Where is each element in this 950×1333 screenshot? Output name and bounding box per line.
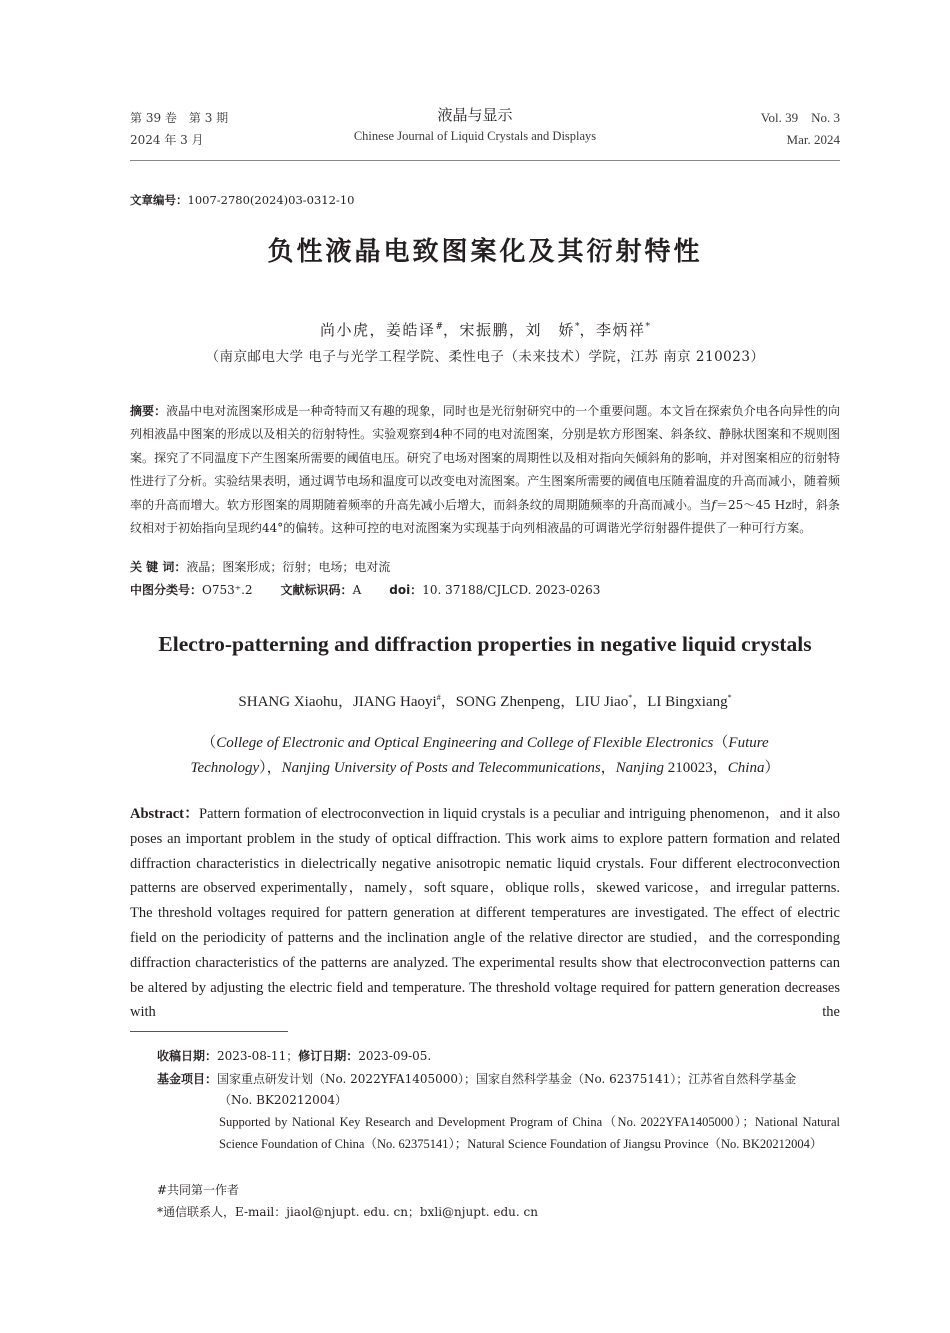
funding-cn-line2: （No. BK20212004） [219, 1093, 348, 1107]
authors-en [130, 686, 840, 714]
corresponding-marker-en: * [727, 693, 732, 702]
classification-line [130, 580, 840, 600]
header-rule [130, 160, 840, 161]
affiliation-en [150, 731, 820, 781]
author-names-1: 尚小虎，姜皓译 [319, 321, 436, 339]
author-names-2: ，宋振鹏，刘 娇 [443, 321, 576, 339]
header-left [130, 107, 228, 151]
clc-value: O753⁺.2 [202, 583, 253, 597]
article-number [130, 192, 354, 208]
co-first-marker: # [435, 322, 444, 332]
affiliation-en-line2: Technology），Nanjing University of Posts and Telecommunications，Nanjing 210023，China） [190, 760, 780, 776]
abstract-en-text: Pattern formation of electroconvection in liquid crystals is a peculiar and intriguing phenomenon，and it also poses an important problem in the study of optical diffraction. This work aims to explore pattern formation and related diffraction characteristics in dielectrically negative anisotropic nematic liquid crystals. Four different electroconvection patterns are observed experimentally，namely，soft square，oblique rolls，skewed varicose，and irregular patterns. The threshold voltages required for pattern generation at different temperatures are investigated. The effect of electric field on the periodicity of patterns and the inclination angle of the relative director are studied，and the corresponding diffraction characteristics of the patterns are analyzed. The experimental results show that electroconvection patterns can be altered by adjusting the electric field and temperature. The threshold voltage required for pattern generation decreases with the [130, 806, 840, 1021]
revised-value: 2023-09-05. [358, 1049, 432, 1063]
clc-label: 中图分类号： [130, 583, 203, 597]
keywords-cn [130, 557, 840, 577]
date-cn: 2024 年 3 月 [130, 133, 204, 147]
affiliation-cn: （南京邮电大学 电子与光学工程学院、柔性电子（未来技术）学院，江苏 南京 210023） [205, 349, 765, 365]
journal-title-cn: 液晶与显示 [437, 106, 513, 124]
received-label: 收稿日期： [157, 1049, 218, 1063]
received-dates [157, 1045, 840, 1067]
article-number-label: 文章编号： [130, 193, 188, 207]
volume-issue-en: Vol. 39 No. 3 [760, 110, 840, 125]
received-value: 2023-08-11； [217, 1049, 299, 1063]
footnote-rule [130, 1031, 288, 1032]
abstract-cn-text: 液晶中电对流图案形成是一种奇特而又有趣的现象，同时也是光衍射研究中的一个重要问题。本文旨在探索负介电各向异性的向列相液晶中图案的形成以及相关的衍射特性。实验观察到4种不同的电对流图案，分别是软方形图案、斜条纹、静脉状图案和不规则图案。探究了不同温度下产生图案所需要的阈值电压。研究了电场对图案的周期性以及相对指向矢倾斜角的影响，并对图案相应的衍射特性进行了分析。实验结果表明，通过调节电场和温度可以改变电对流图案。产生图案所需要的阈值电压随着温度的升高而减小，随着频率的升高而增大。软方形图案的周期随着频率的升高先减小后增大，而斜条纹的周期随频率的升高而减小。当 [130, 404, 840, 512]
date-en: Mar. 2024 [786, 132, 840, 147]
doc-code-value: A [352, 583, 362, 597]
funding-en: Supported by National Key Research and Development Program of China（No. 2022YFA1405000）；National Natural Science Foundation of China（No. 62375141）；Natural Science Foundation of Jiangsu Province（No. BK20212004） [219, 1115, 840, 1151]
author-names-en-2: ，SONG Zhenpeng，LIU Jiao [440, 694, 629, 710]
frequency-symbol: f [711, 497, 716, 512]
volume-issue-cn: 第 39 卷 第 3 期 [130, 111, 229, 125]
title-cn: 负性液晶电致图案化及其衍射特性 [267, 237, 703, 267]
abstract-cn-text-2: ＝25～45 Hz时，斜条纹相对于初始指向呈现约44°的偏转。这种可控的电对流图案为实现基于向列相液晶的可调谐光学衍射器件提供了一种可行方案。 [130, 497, 840, 536]
author-names-en-1: SHANG Xiaohu，JIANG Haoyi [238, 694, 437, 710]
article-number-value: 1007-2780(2024)03-0312-10 [187, 193, 355, 207]
corresponding-marker: * [575, 322, 580, 332]
authors-cn [130, 315, 840, 342]
corresponding-marker: * [645, 322, 651, 332]
abstract-cn-label: 摘要： [130, 404, 167, 418]
funding-label: 基金项目： [157, 1072, 218, 1086]
funding-cn-line1: 国家重点研发计划（No. 2022YFA1405000）；国家自然科学基金（No. 62375141）；江苏省自然科学基金 [217, 1072, 797, 1086]
funding-cn [157, 1068, 840, 1090]
doi-value: 10. 37188/CJLCD. 2023-0263 [422, 583, 601, 597]
corresponding-marker-en: * [628, 693, 633, 702]
corresponding-author-note: *通信联系人，E-mail：jiaol@njupt. edu. cn；bxli@njupt. edu. cn [157, 1205, 538, 1219]
co-first-marker-en: # [436, 693, 441, 702]
co-first-author-note: #共同第一作者 [157, 1183, 240, 1197]
revised-label: 修订日期： [298, 1049, 359, 1063]
doc-code-label: 文献标识码： [280, 583, 353, 597]
abstract-en-label: Abstract： [130, 806, 200, 822]
doi-label: doi： [389, 583, 423, 597]
affiliation-en-line1: （College of Electronic and Optical Engineering and College of Flexible Electronics（Future [201, 735, 769, 751]
header-center [300, 104, 650, 146]
journal-title-en: Chinese Journal of Liquid Crystals and Displays [353, 129, 597, 143]
header-right [761, 107, 840, 151]
abstract-cn [130, 400, 840, 540]
author-names-en-3: ，LI Bingxiang [632, 694, 728, 710]
keywords-cn-label: 关 键 词： [130, 560, 187, 574]
title-en: Electro-patterning and diffraction properties in negative liquid crystals [158, 632, 812, 656]
abstract-en [130, 802, 840, 1025]
keywords-cn-value: 液晶；图案形成；衍射；电场；电对流 [186, 560, 391, 574]
author-names-3: ，李炳祥 [579, 321, 646, 339]
